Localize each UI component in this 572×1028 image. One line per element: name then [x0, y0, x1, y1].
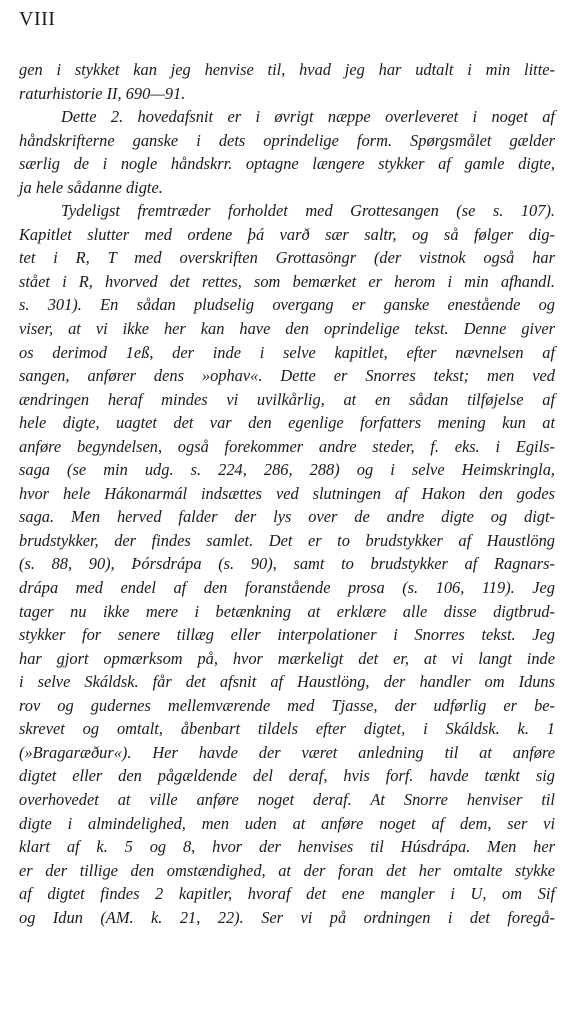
- text-line: og Idun (AM. k. 21, 22). Ser vi på ordningen i det foregå-: [19, 907, 555, 927]
- page-number: VIII: [19, 8, 56, 30]
- text-line: digtet eller den pågældende del deraf, hvis forf. havde tænkt sig: [19, 766, 555, 786]
- text-line: (s. 88, 90), Þórsdrápa (s. 90), samt to brudstykker af Ragnars-: [19, 554, 555, 574]
- text-line: skrevet og omtalt, åbenbart tildels efter digtet, i Skáldsk. k. 1: [19, 719, 555, 739]
- text-line: stået i R, hvorved det rettes, som bemærket er herom i min afhandl.: [19, 271, 555, 291]
- text-line: brudstykker, der findes samlet. Det er to brudstykker af Haustlöng: [19, 530, 555, 550]
- text-line: stykker for senere tillæg eller interpolationer i Snorres tekst. Jeg: [19, 625, 555, 645]
- text-line: er der tillige den omstændighed, at der foran det her omtalte stykke: [19, 860, 555, 880]
- text-line: særlig de i nogle håndskrr. optagne længere stykker af gamle digte,: [19, 154, 555, 174]
- body-text: [19, 58, 555, 929]
- text-line: (»Bragaræður«). Her havde der været anledning til at anføre: [19, 742, 555, 762]
- text-line: sangen, anfører dens »ophav«. Dette er Snorres tekst; men ved: [19, 366, 555, 386]
- text-line: af digtet findes 2 kapitler, hvoraf det ene mangler i U, om Sif: [19, 884, 555, 904]
- text-line: tet i R, T med overskriften Grottasöngr (der vistnok også har: [19, 248, 555, 268]
- text-line: Tydeligst fremtræder forholdet med Grottesangen (se s. 107).: [61, 201, 555, 221]
- text-line: har gjort opmærksom på, hvor mærkeligt det er, at vi langt inde: [19, 648, 555, 668]
- text-line: digte i almindelighed, men uden at anføre noget af dem, ser vi: [19, 813, 555, 833]
- text-line: ændringen heraf mindes vi uvilkårlig, at en sådan tilføjelse af: [19, 389, 555, 409]
- text-line: håndskrifterne ganske i dets oprindelige form. Spørgsmålet gælder: [19, 130, 555, 150]
- text-line: saga (se min udg. s. 224, 286, 288) og i selve Heimskringla,: [19, 460, 555, 480]
- text-line: rov og gudernes mellemværende med Tjasse, der udførlig er be-: [19, 695, 555, 715]
- text-line: s. 301). En sådan pludselig overgang er ganske enestående og: [19, 295, 555, 315]
- text-line: i selve Skáldsk. får det afsnit af Haustlöng, der handler om Iduns: [19, 672, 555, 692]
- text-line: raturhistorie II, 690—91.: [19, 83, 186, 103]
- text-line: os derimod 1eß, der inde i selve kapitlet, efter nævnelsen af: [19, 342, 555, 362]
- text-line: hele digte, uagtet det var den egenlige forfatters mening kun at: [19, 413, 555, 433]
- text-line: gen i stykket kan jeg henvise til, hvad jeg har udtalt i min litte-: [19, 60, 555, 79]
- text-line: saga. Men herved falder der lys over de andre digte og digt-: [19, 507, 555, 527]
- text-line: klart af k. 5 og 8, hvor der henvises til Húsdrápa. Men her: [19, 837, 555, 857]
- text-line: anføre begyndelsen, også forekommer andre steder, f. eks. i Egils-: [19, 436, 555, 456]
- text-line: Kapitlet slutter med ordene þá varð sær saltr, og så følger dig-: [19, 224, 555, 244]
- text-line: ja hele sådanne digte.: [19, 177, 163, 197]
- text-line: Dette 2. hovedafsnit er i øvrigt næppe overleveret i noget af: [61, 107, 555, 127]
- text-line: hvor hele Hákonarmál indsættes ved slutningen af Hakon den godes: [19, 483, 555, 503]
- text-line: viser, at vi ikke her kan have den oprindelige tekst. Denne giver: [19, 319, 555, 339]
- text-line: drápa med endel af den foranstående prosa (s. 106, 119). Jeg: [19, 578, 555, 598]
- text-line: overhovedet at ville anføre noget deraf. At Snorre henviser til: [19, 789, 555, 809]
- text-line: tager nu ikke mere i betænkning at erklære alle disse digtbrud-: [19, 601, 555, 621]
